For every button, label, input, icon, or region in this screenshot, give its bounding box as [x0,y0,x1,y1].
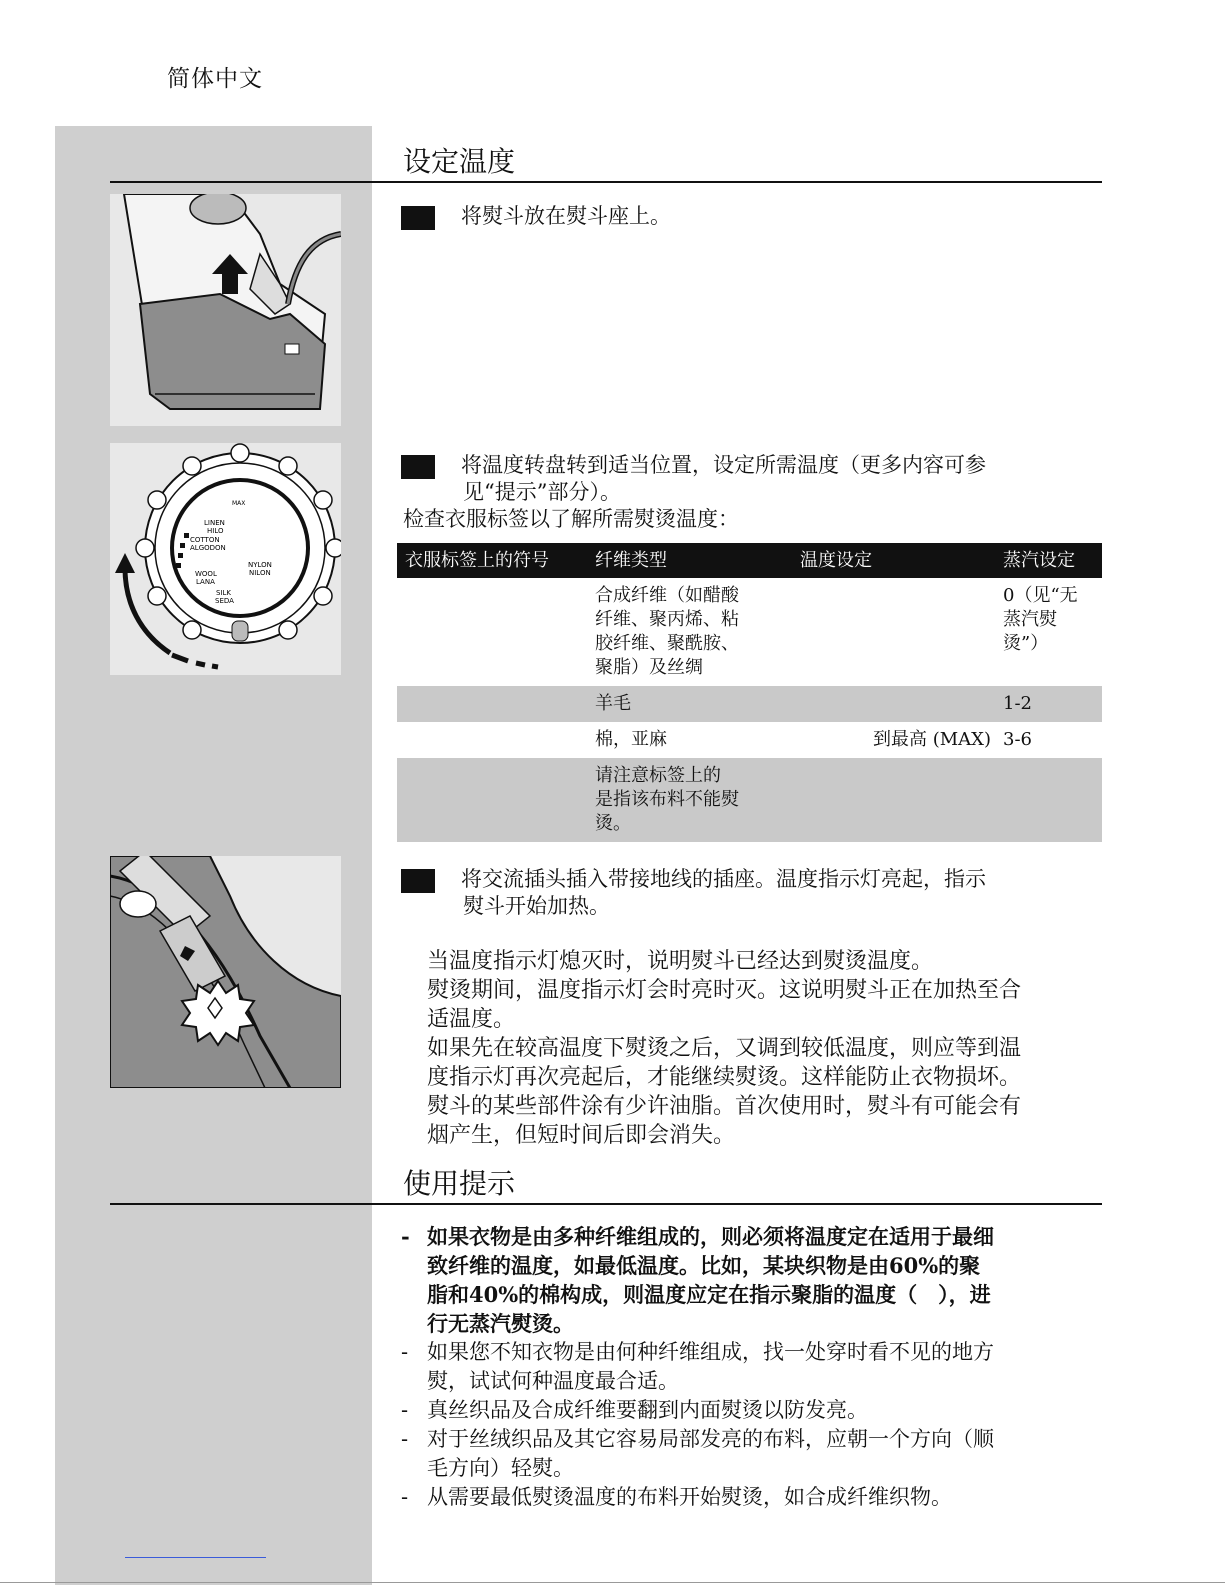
table-cell-symbol [397,758,587,842]
table-cell-temp [792,578,995,686]
tip-line: 如果您不知衣物是由何种纤维组成，找一处穿时看不见的地方 [427,1340,994,1364]
check-label-text: 检查衣服标签以了解所需熨烫温度： [403,507,739,531]
table-row [397,758,1102,842]
tip-line: 毛方向）轻熨。 [427,1456,574,1480]
tip-line: 对于丝绒织品及其它容易局部发亮的布料，应朝一个方向（顺 [427,1427,994,1451]
cell-line: 烫”） [1003,633,1049,654]
step-3 [401,866,1101,920]
note-line: 当温度指示灯熄灭时，说明熨斗已经达到熨烫温度。 [427,949,934,974]
step-marker [401,455,435,479]
table-header-temp: 温度设定 [792,543,995,578]
tip-line: 脂和40%的棉构成，则温度应定在指示聚脂的温度（ ），进 [427,1282,991,1307]
dial-label-linen: LINEN [204,519,225,527]
dial-label-hilo: HILO [207,527,224,535]
footer-link-underline [125,1557,266,1558]
cell-line: 蒸汽熨 [1003,609,1057,630]
table-cell-steam: 1-2 [995,686,1102,722]
dial-label-lana: LANA [196,578,215,586]
dial-label-max: MAX [232,500,246,507]
step-3-line-2: 熨斗开始加热。 [463,894,610,918]
cell-line: 是指该布料不能熨 [595,789,739,810]
tips-list [401,1222,1106,1512]
step-2 [401,452,1101,506]
dial-label-silk: SILK [216,589,231,597]
note-line: 度指示灯再次亮起后，才能继续熨烫。这样能防止衣物损坏。 [427,1065,1022,1090]
page-bottom-rule [0,1582,1225,1583]
cell-line: 0（见“无 [1003,585,1078,606]
table-cell-temp [792,686,995,722]
dial-label-seda: SEDA [215,597,234,605]
tip-line: 真丝织品及合成纤维要翻到内面熨烫以防发亮。 [427,1398,868,1422]
cell-line: 烫。 [595,813,631,834]
step-2-line-2: 见“提示”部分）。 [463,480,621,504]
step-2-line-1: 将温度转盘转到适当位置，设定所需温度（更多内容可参 [461,453,986,477]
step-1 [401,203,1101,230]
tip-line: 熨，试试何种温度最合适。 [427,1369,679,1393]
table-cell-symbol [397,722,587,758]
section-rule [110,1203,1102,1205]
table-cell-temp [792,758,995,842]
table-cell-fiber [587,758,792,842]
iron-on-stand-illustration [110,194,341,426]
table-cell-steam: 3-6 [1003,729,1032,750]
tip-line: 如果衣物是由多种纤维组成的，则必须将温度定在适用于最细 [427,1224,994,1249]
cell-line: 纤维、聚丙烯、粘 [595,609,739,630]
note-line: 熨斗的某些部件涂有少许油脂。首次使用时，熨斗有可能会有 [427,1094,1022,1119]
step-3-line-1: 将交流插头插入带接地线的插座。温度指示灯亮起，指示 [461,867,986,891]
cell-line: 请注意标签上的 [595,765,721,786]
table-cell-steam [995,578,1102,686]
step-marker [401,206,435,230]
table-cell-steam [995,758,1102,842]
table-cell-symbol [397,578,587,686]
section-title-set-temperature: 设定温度 [403,145,516,178]
table-cell-temp: 到最高 (MAX) [872,729,991,750]
temperature-dial-illustration [110,443,341,675]
temperature-indicator-illustration [110,856,341,1088]
cell-line: 聚脂）及丝绸 [595,657,703,678]
dial-label-wool: WOOL [195,570,217,578]
list-item: - 从需要最低熨烫温度的布料开始熨烫，如合成纤维织物。 [401,1483,1106,1512]
list-item: - 真丝织品及合成纤维要翻到内面熨烫以防发亮。 [401,1396,1106,1425]
language-label: 简体中文 [167,66,263,92]
table-cell-fiber: 棉，亚麻 [595,729,667,750]
tip-line: 行无蒸汽熨烫。 [427,1311,574,1336]
note-line: 烟产生，但短时间后即会消失。 [427,1123,736,1148]
tip-line: 从需要最低熨烫温度的布料开始熨烫，如合成纤维织物。 [427,1485,952,1509]
table-row [397,686,1102,722]
dial-label-nilon: NILON [249,569,271,577]
table-header-row [397,543,1102,578]
table-cell-symbol [397,686,587,722]
cell-line: 胶纤维、聚酰胺、 [595,633,739,654]
section-rule [110,181,1102,183]
dial-label-nylon: NYLON [248,561,272,569]
step-1-text: 将熨斗放在熨斗座上。 [461,204,671,228]
list-item: - 如果衣物是由多种纤维组成的，则必须将温度定在适用于最细 致纤维的温度，如最低温度。比如，某块织物是由60%的聚 脂和40%的棉构成，则温度应定在指示聚脂的温度（ ），进 行无蒸汽熨烫。 [401,1222,1106,1338]
step-marker [401,869,435,893]
dial-label-cotton: COTTON [190,536,220,544]
note-line: 熨烫期间，温度指示灯会时亮时灭。这说明熨斗正在加热至合 [427,978,1022,1003]
table-header-symbol: 衣服标签上的符号 [397,543,587,578]
table-header-fiber: 纤维类型 [587,543,792,578]
cell-line: 合成纤维（如醋酸 [595,585,739,606]
tip-line: 致纤维的温度，如最低温度。比如，某块织物是由60%的聚 [427,1253,981,1278]
dial-label-algodon: ALGODON [190,544,226,552]
temperature-table [397,543,1102,842]
note-line: 如果先在较高温度下熨烫之后，又调到较低温度，则应等到温 [427,1036,1022,1061]
list-item: - 如果您不知衣物是由何种纤维组成，找一处穿时看不见的地方 熨，试试何种温度最合适。 [401,1338,1106,1396]
table-row [397,722,1102,758]
section-title-usage-tips: 使用提示 [403,1167,516,1200]
table-cell-fiber [587,578,792,686]
table-cell-fiber: 羊毛 [587,686,792,722]
table-row [397,578,1102,686]
note-line: 适温度。 [427,1007,516,1032]
list-item: - 对于丝绒织品及其它容易局部发亮的布料，应朝一个方向（顺 毛方向）轻熨。 [401,1425,1106,1483]
table-header-steam: 蒸汽设定 [995,543,1102,578]
notes-block [427,947,1107,1150]
